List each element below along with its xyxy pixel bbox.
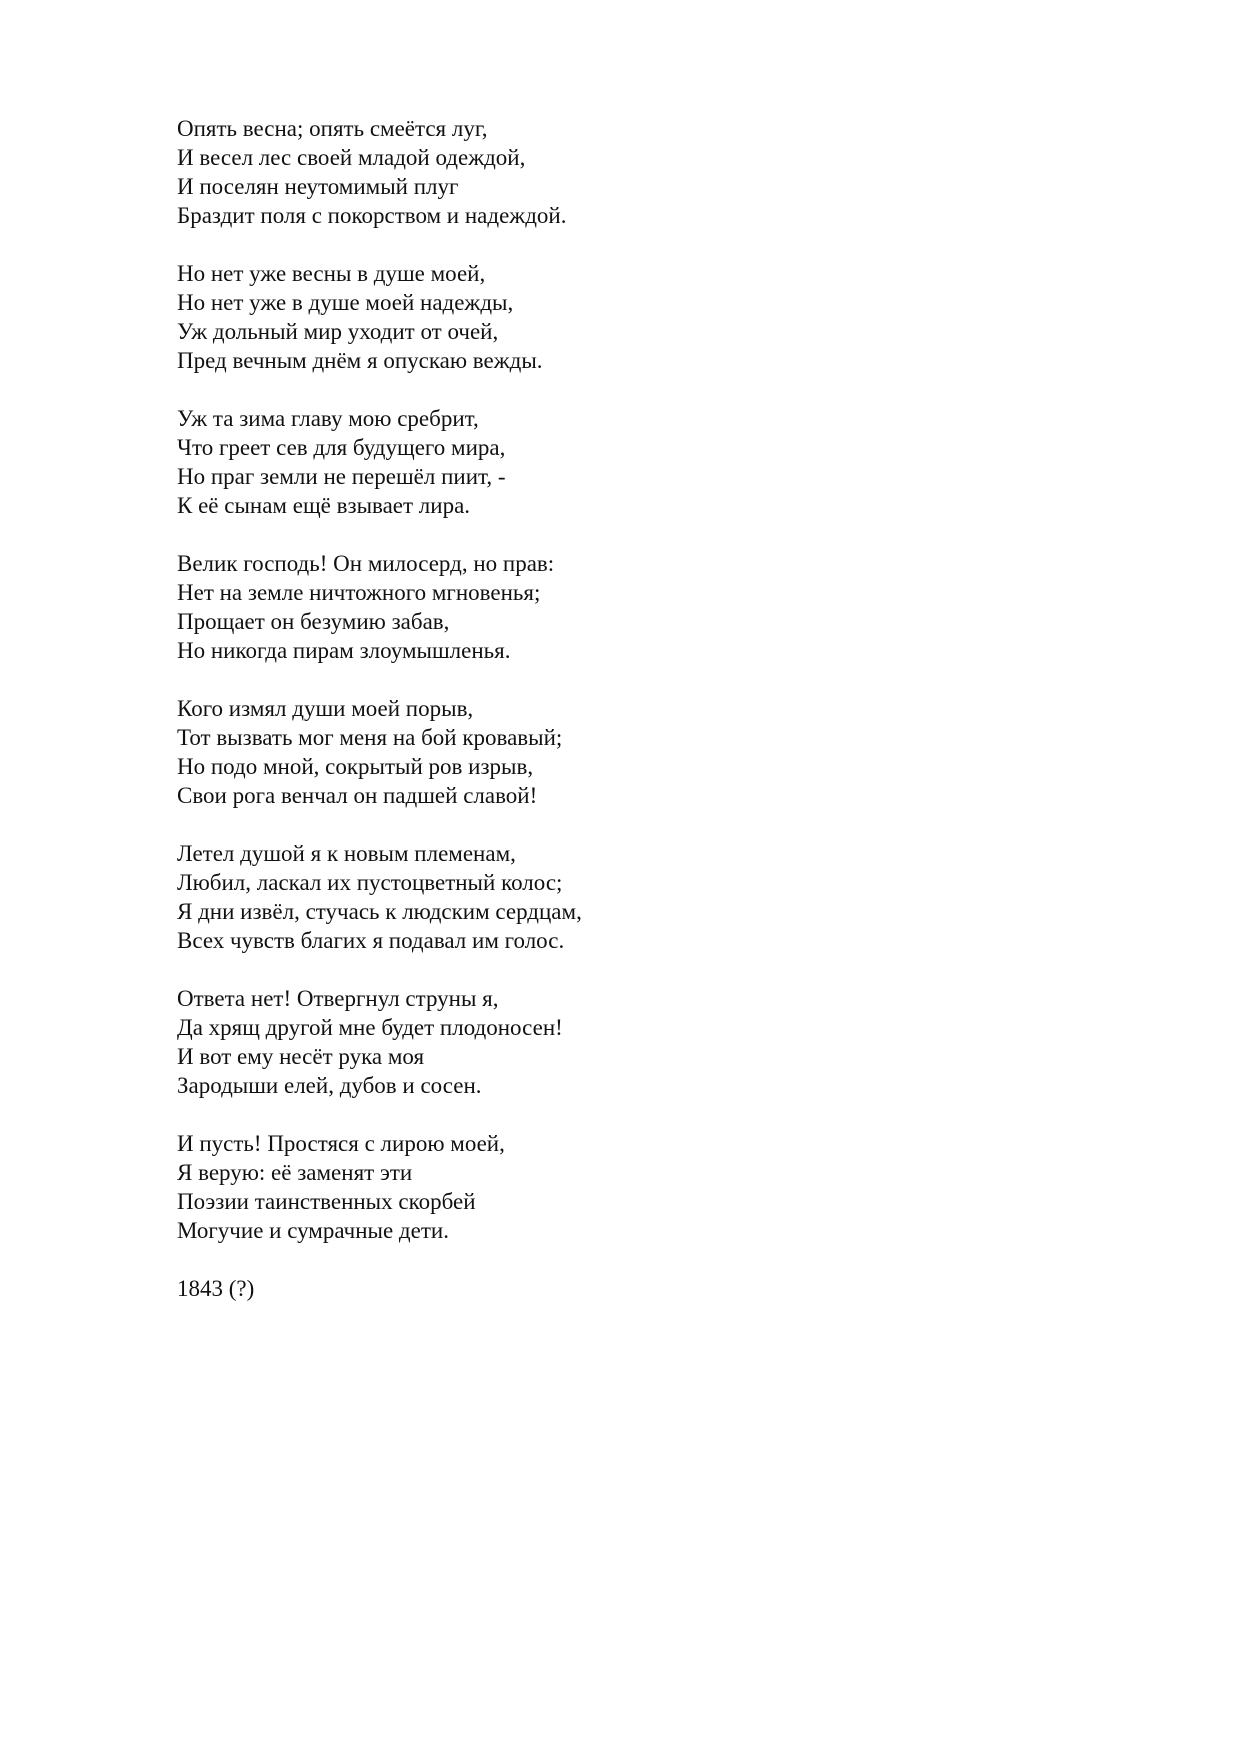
poem-line: Но нет уже в душе моей надежды,: [177, 290, 514, 315]
stanza-8: [177, 1129, 1077, 1245]
poem-line: Но нет уже весны в душе моей,: [177, 261, 486, 286]
poem-line: Браздит поля с покорством и надеждой.: [177, 203, 567, 228]
poem-line: Прощает он безумию забав,: [177, 609, 450, 634]
stanza-5: [177, 694, 1077, 810]
poem-line: Опять весна; опять смеётся луг,: [177, 116, 488, 141]
poem-date: 1843 (?): [177, 1276, 255, 1301]
poem-line: Я дни извёл, стучась к людским сердцам,: [177, 899, 582, 924]
poem-line: Любил, ласкал их пустоцветный колос;: [177, 870, 563, 895]
poem-line: Уж дольный мир уходит от очей,: [177, 319, 499, 344]
poem-line: И весел лес своей младой одеждой,: [177, 145, 526, 170]
poem-line: Зародыши елей, дубов и сосен.: [177, 1073, 482, 1098]
poem-line: Да хрящ другой мне будет плодоносен!: [177, 1015, 563, 1040]
poem-line: Летел душой я к новым племенам,: [177, 841, 516, 866]
poem-line: Но подо мной, сокрытый ров изрыв,: [177, 754, 534, 779]
stanza-4: [177, 549, 1077, 665]
poem-line: Ответа нет! Отвергнул струны я,: [177, 986, 499, 1011]
stanza-1: [177, 114, 1077, 230]
stanza-2: [177, 259, 1077, 375]
poem-line: Велик господь! Он милосерд, но прав:: [177, 551, 555, 576]
poem-line: Я верую: её заменят эти: [177, 1160, 413, 1185]
poem-line: Пред вечным днём я опускаю вежды.: [177, 348, 543, 373]
poem-line: Могучие и сумрачные дети.: [177, 1218, 449, 1243]
poem-line: И пусть! Простяся с лирою моей,: [177, 1131, 505, 1156]
stanza-7: [177, 984, 1077, 1100]
poem-line: К её сынам ещё взывает лира.: [177, 493, 471, 518]
stanza-6: [177, 839, 1077, 955]
poem-line: Что греет сев для будущего мира,: [177, 435, 506, 460]
poem-line: Уж та зима главу мою сребрит,: [177, 406, 479, 431]
poem-line: Всех чувств благих я подавал им голос.: [177, 928, 565, 953]
poem-body: [177, 114, 1077, 1303]
poem-line: Кого измял души моей порыв,: [177, 696, 474, 721]
poem-line: Тот вызвать мог меня на бой кровавый;: [177, 725, 563, 750]
stanza-3: [177, 404, 1077, 520]
poem-line: Но праг земли не перешёл пиит, -: [177, 464, 506, 489]
poem-line: Но никогда пирам злоумышленья.: [177, 638, 511, 663]
poem-line: Свои рога венчал он падшей славой!: [177, 783, 538, 808]
poem-line: Нет на земле ничтожного мгновенья;: [177, 580, 541, 605]
poem-line: И вот ему несёт рука моя: [177, 1044, 425, 1069]
poem-line: Поэзии таинственных скорбей: [177, 1189, 476, 1214]
poem-line: И поселян неутомимый плуг: [177, 174, 459, 199]
